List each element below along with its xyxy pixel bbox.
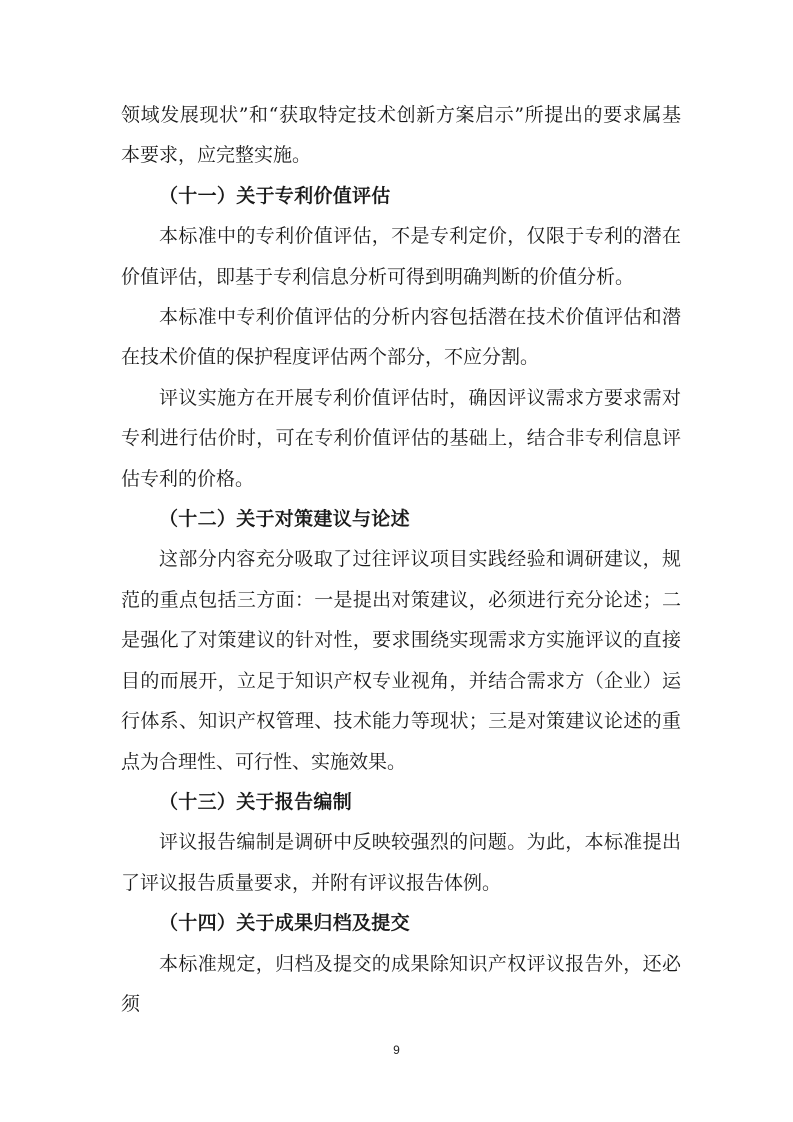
paragraph: 本标准中的专利价值评估，不是专利定价，仅限于专利的潜在价值评估，即基于专利信息分析可得到明确判断的价值分析。 bbox=[121, 225, 681, 288]
paragraph: 本标准中专利价值评估的分析内容包括潜在技术价值评估和潜在技术价值的保护程度评估两个部分，不应分割。 bbox=[121, 306, 681, 369]
page-number: 9 bbox=[393, 1043, 400, 1057]
page-content bbox=[121, 95, 681, 1024]
paragraph: 评议报告编制是调研中反映较强烈的问题。为此，本标准提出了评议报告质量要求，并附有评议报告体例。 bbox=[121, 831, 681, 894]
paragraph: 本标准规定，归档及提交的成果除知识产权评议报告外，还必须 bbox=[121, 952, 681, 1015]
section-heading: （十四）关于成果归档及提交 bbox=[159, 912, 410, 935]
paragraph: 评议实施方在开展专利价值评估时，确因评议需求方要求需对专利进行估价时，可在专利价值评估的基础上，结合非专利信息评估专利的价格。 bbox=[121, 386, 681, 490]
paragraph: 这部分内容充分吸取了过往评议项目实践经验和调研建议，规范的重点包括三方面：一是提出对策建议，必须进行充分论述；二是强化了对策建议的针对性，要求围绕实现需求方实施评议的直接目的而展开，立足于知识产权专业视角，并结合需求方（企业）运行体系、知识产权管理、技术能力等现状；三是对策建议论述的重点为合理性、可行性、实施效果。 bbox=[121, 548, 681, 773]
section-heading: （十一）关于专利价值评估 bbox=[159, 184, 391, 207]
paragraph: 领域发展现状”和“获取特定技术创新方案启示”所提出的要求属基本要求，应完整实施。 bbox=[121, 104, 681, 167]
section-heading: （十二）关于对策建议与论述 bbox=[159, 508, 410, 531]
section-heading: （十三）关于报告编制 bbox=[159, 790, 353, 813]
